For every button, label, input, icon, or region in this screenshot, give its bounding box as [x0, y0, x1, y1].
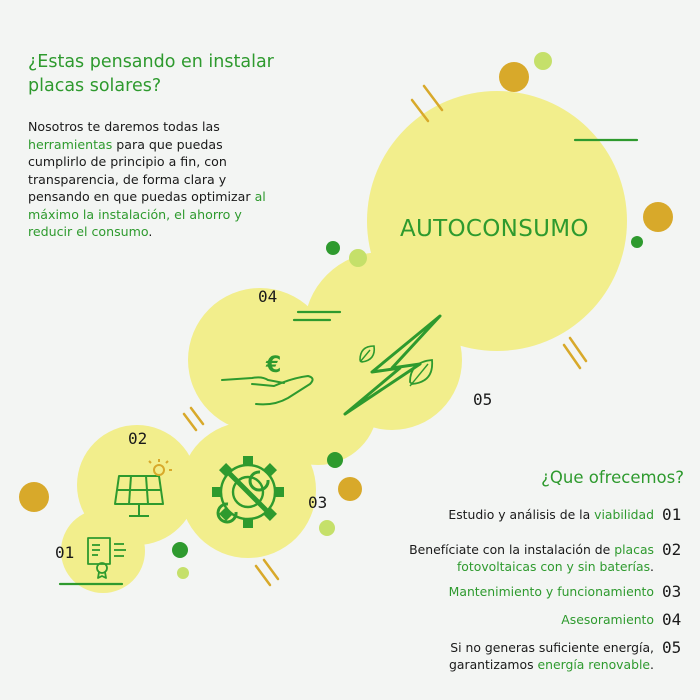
- autoconsumo-label: AUTOCONSUMO: [400, 216, 589, 242]
- step-number-03: 03: [308, 493, 328, 512]
- offer-text: [448, 506, 654, 523]
- offer-item: [378, 506, 688, 524]
- dot-gold: [19, 482, 49, 512]
- step-number-05: 05: [473, 390, 493, 409]
- dot-lime: [319, 520, 335, 536]
- intro-text: .: [148, 224, 153, 239]
- page-headline: ¿Estas pensando en instalar placas solares?: [28, 52, 274, 96]
- intro-text: para que puedas cumplirlo de principio a fin, con transparencia, de forma clara y pensando en que puedas optimizar: [28, 136, 255, 204]
- offer-text-plain: Si no generas suficiente energía, garantizamos: [449, 640, 654, 672]
- offer-text-highlight: Asesoramiento: [561, 612, 654, 627]
- offer-item: [378, 611, 688, 629]
- dot-lime: [177, 567, 189, 579]
- offer-text: [424, 639, 654, 673]
- intro-highlight: herramientas: [28, 136, 113, 152]
- offer-number: 04: [662, 610, 682, 629]
- intro-paragraph: [28, 118, 273, 241]
- intro-highlight: al máximo la instalación, el ahorro y reducir el consumo: [28, 189, 266, 239]
- offer-number: 01: [662, 505, 682, 524]
- offer-text-highlight: placas fotovoltaicas con y sin baterías: [456, 542, 654, 574]
- dot-green: [631, 236, 643, 248]
- offer-item: [378, 639, 688, 673]
- step-number-02: 02: [128, 429, 148, 448]
- dot-gold: [499, 62, 529, 92]
- offer-item: [378, 541, 688, 575]
- offer-number: 03: [662, 582, 682, 601]
- dot-lime: [534, 52, 552, 70]
- offer-text-plain: .: [650, 559, 654, 574]
- offer-text: [449, 583, 654, 600]
- svg-text:€: €: [266, 353, 282, 378]
- offer-text-plain: Estudio y análisis de la: [448, 507, 595, 522]
- offer-text-highlight: Mantenimiento y funcionamiento: [448, 584, 654, 599]
- offer-number: 02: [662, 540, 682, 559]
- dot-gold: [643, 202, 673, 232]
- offer-text: [561, 611, 654, 628]
- offer-text-highlight: energía renovable: [537, 657, 651, 672]
- offer-text: [394, 541, 654, 575]
- step-number-01: 01: [55, 543, 75, 562]
- offer-text-plain: Benefíciate con la instalación de: [409, 542, 615, 557]
- dot-green: [327, 452, 343, 468]
- dot-green: [326, 241, 340, 255]
- dot-lime: [349, 249, 367, 267]
- intro-text: Nosotros te daremos todas las: [28, 119, 220, 134]
- step-number-04: 04: [258, 287, 278, 306]
- offer-text-plain: .: [650, 657, 654, 672]
- offer-number: 05: [662, 638, 682, 657]
- dot-gold: [338, 477, 362, 501]
- dot-green: [172, 542, 188, 558]
- offer-item: [378, 583, 688, 601]
- offers-title: ¿Que ofrecemos?: [541, 468, 684, 487]
- offer-text-highlight: viabilidad: [594, 507, 654, 522]
